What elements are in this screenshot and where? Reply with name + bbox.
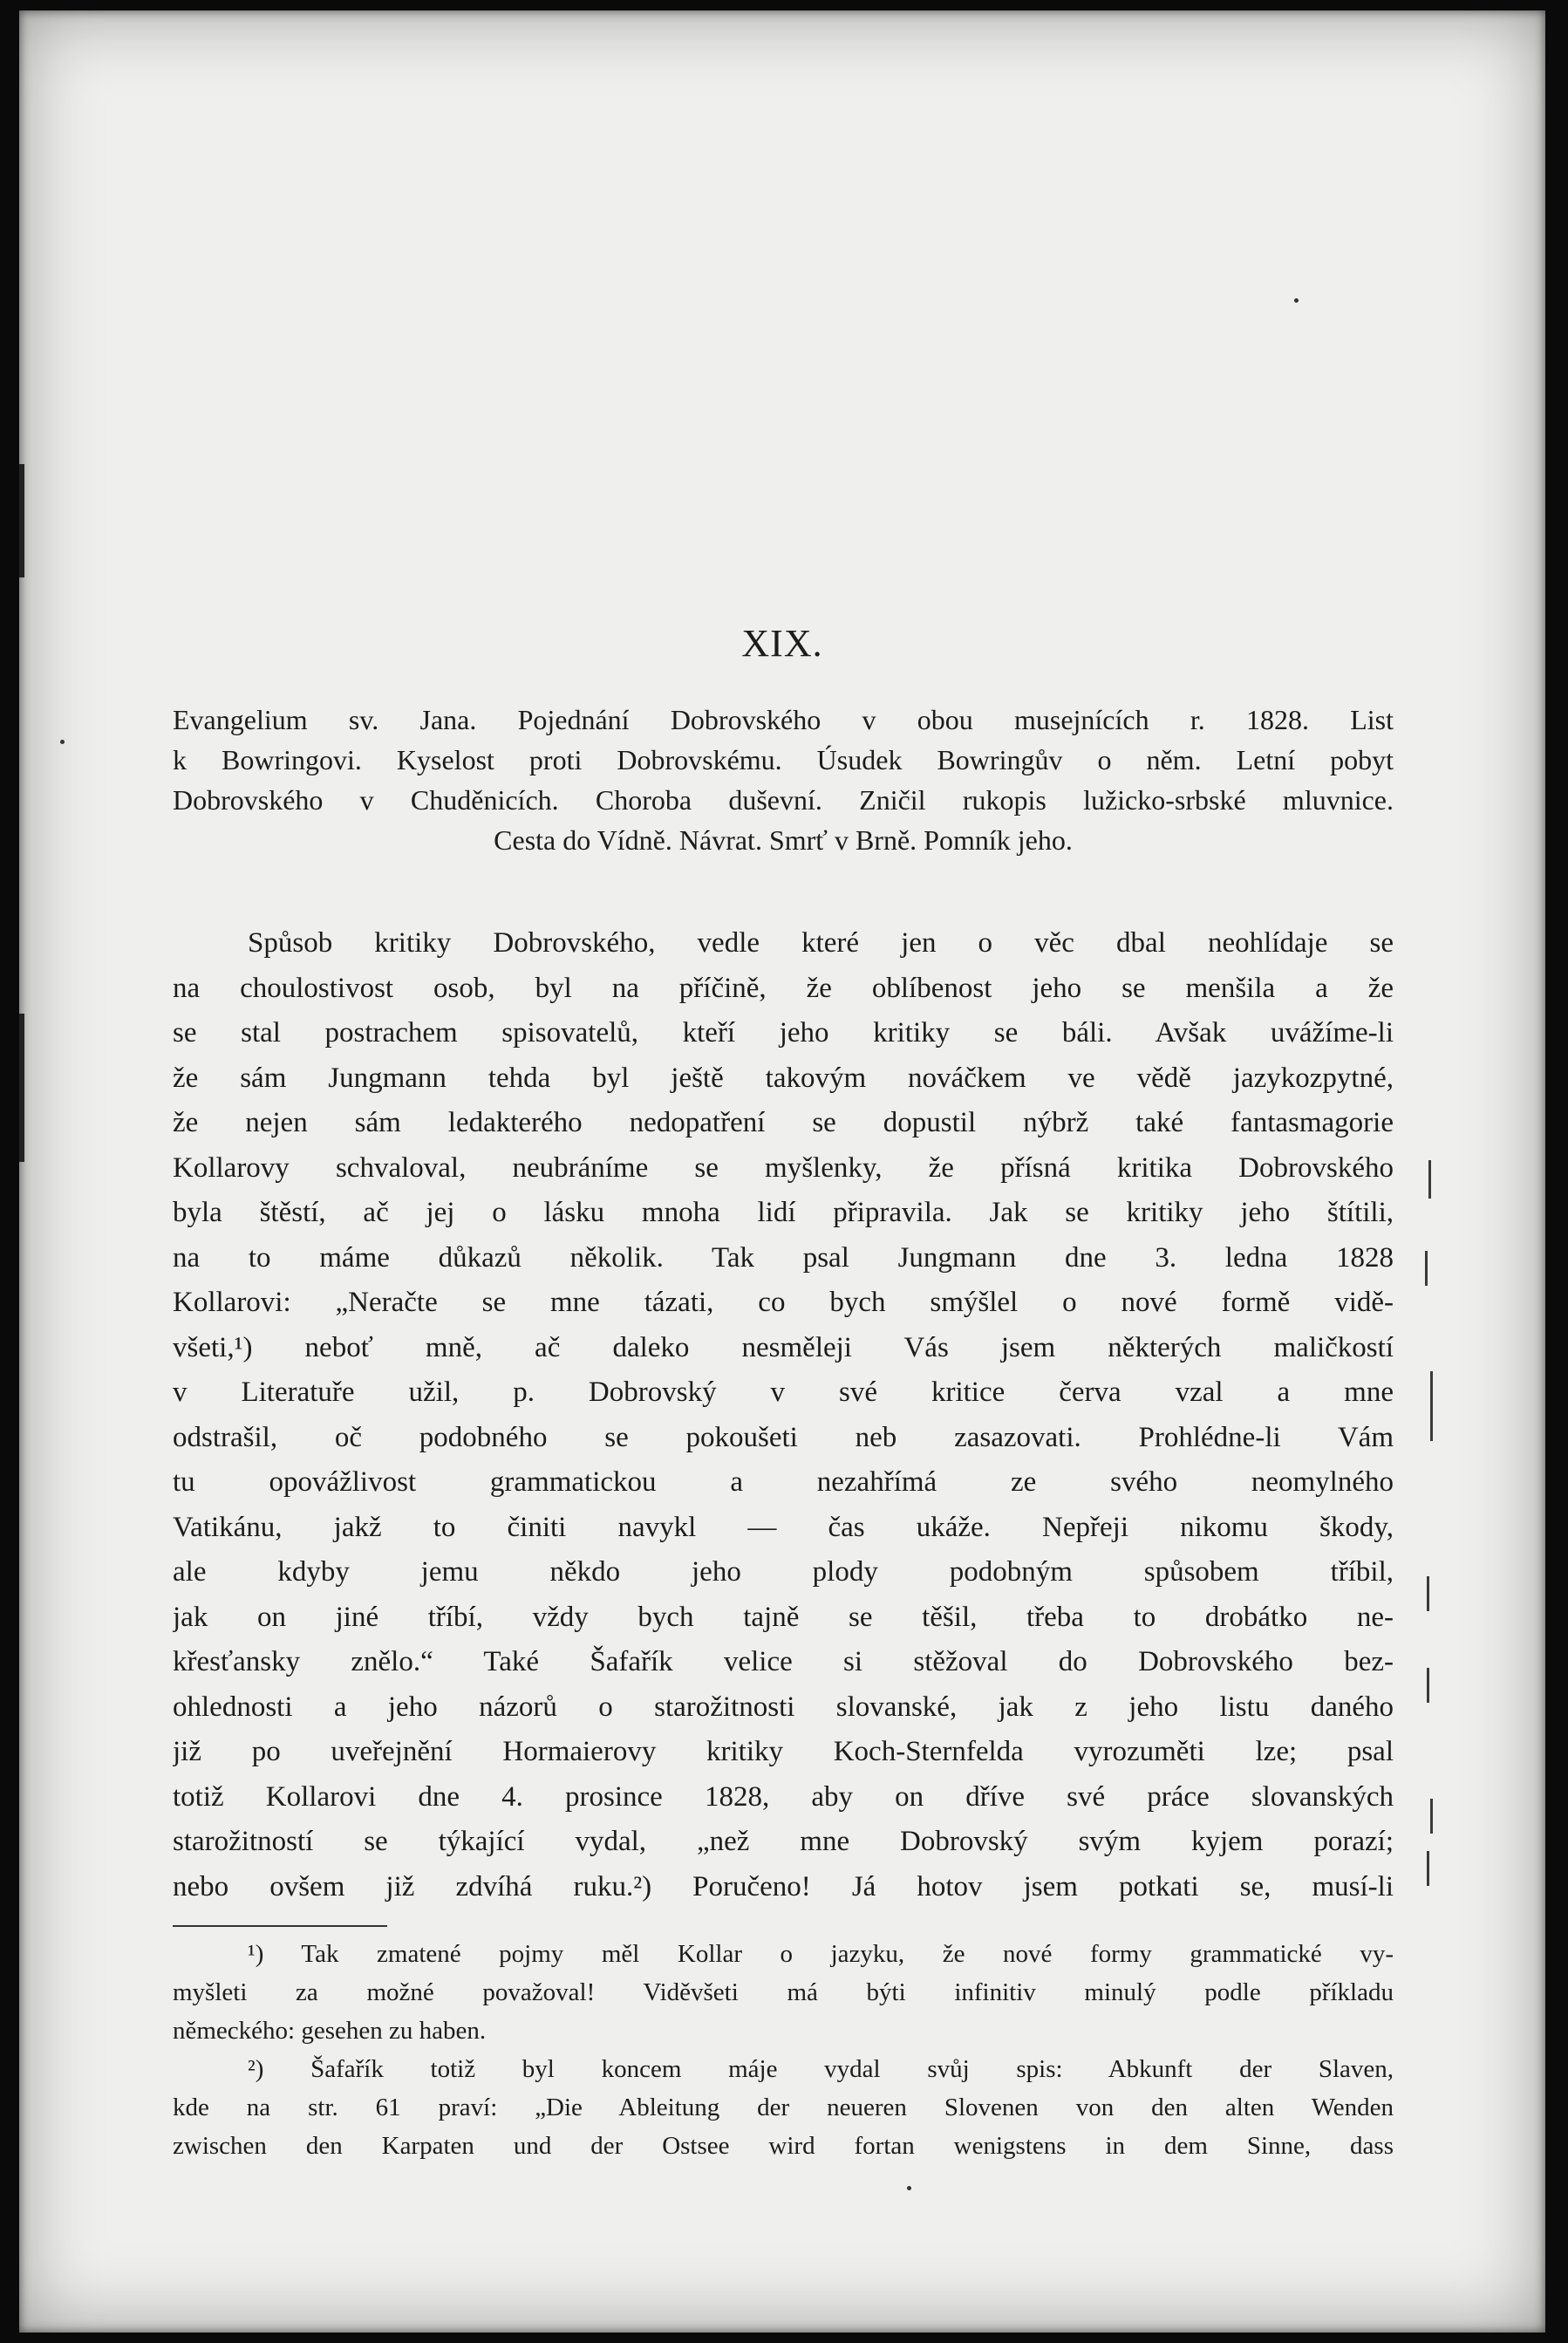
- binding-edge-mark: [19, 464, 24, 577]
- text-line: se stal postrachem spisovatelů, kteří jeho kritiky se báli. Avšak uvážíme-li: [173, 1017, 1394, 1049]
- scan-artifact: [1430, 1371, 1433, 1441]
- scan-artifact: [1428, 1160, 1431, 1199]
- scan-speck: [907, 2186, 911, 2190]
- text-line: Kollarovi: „Neračte se mne tázati, co bych smýšlel o nové formě vidě-: [173, 1287, 1394, 1318]
- text-line: na choulostivost osob, byl na příčině, že oblíbenost jeho se menšila a že: [173, 972, 1394, 1004]
- footnote-separator: [173, 1925, 387, 1927]
- text-line: že nejen sám ledakterého nedopatření se dopustil nýbrž také fantasmagorie: [173, 1107, 1394, 1138]
- text-line: Spůsob kritiky Dobrovského, vedle které jen o věc dbal neohlídaje se: [248, 927, 1394, 959]
- text-line: že sám Jungmann tehda byl ještě takovým nováčkem ve vědě jazykozpytné,: [173, 1062, 1394, 1094]
- scan-artifact: [1425, 1251, 1428, 1286]
- scan-speck: [60, 740, 65, 744]
- summary-line: Dobrovského v Chuděnicích. Choroba duševní. Zničil rukopis lužicko-srbské mluvnice.: [173, 784, 1394, 816]
- text-line: ohlednosti a jeho názorů o starožitnosti slovanské, jak z jeho listu daného: [173, 1691, 1394, 1723]
- text-line: křesťansky znělo.“ Také Šafařík velice si stěžoval do Dobrovského bez-: [173, 1646, 1394, 1677]
- text-line: totiž Kollarovi dne 4. prosince 1828, aby on dříve své práce slovanských: [173, 1780, 1394, 1813]
- binding-edge-mark: [19, 1014, 24, 1162]
- body-paragraph: [173, 921, 1394, 1909]
- chapter-heading: XIX.: [741, 622, 823, 665]
- text-line: nebo ovšem již zdvíhá ruku.²) Poručeno! Já hotov jsem potkati se, musí-li: [173, 1870, 1394, 1902]
- scan-artifact: [1430, 1799, 1433, 1834]
- text-line: Vatikánu, jakž to činiti navykl — čas ukáže. Nepřeji nikomu škody,: [173, 1511, 1394, 1543]
- text-line: všeti,¹) neboť mně, ač daleko nesměleji Vás jsem některých maličkostí: [173, 1331, 1394, 1363]
- text-line: tu opovážlivost grammatickou a nezahřímá ze svého neomylného: [173, 1466, 1394, 1498]
- text-line: odstrašil, oč podobného se pokoušeti neb zasazovati. Prohlédne-li Vám: [173, 1421, 1394, 1453]
- text-line: ale kdyby jemu někdo jeho plody podobným spůsobem tříbil,: [173, 1556, 1394, 1588]
- text-line: Kollarovy schvaloval, neubráníme se myšlenky, že přísná kritika Dobrovského: [173, 1151, 1394, 1184]
- scan-speck: [1294, 298, 1299, 303]
- footnote-line: ¹) Tak zmatené pojmy měl Kollar o jazyku, že nové formy grammatické vy-: [248, 1940, 1394, 1968]
- text-line: jak on jiné tříbí, vždy bych tajně se těšil, třeba to drobátko ne-: [173, 1601, 1394, 1633]
- footnote-line: ²) Šafařík totiž byl koncem máje vydal svůj spis: Abkunft der Slaven,: [248, 2055, 1394, 2083]
- book-page: [19, 10, 1545, 2333]
- text-line: v Literatuře užil, p. Dobrovský v své kritice červa vzal a mne: [173, 1376, 1394, 1408]
- footnote-line: zwischen den Karpaten und der Ostsee wird fortan wenigstens in dem Sinne, dass: [173, 2132, 1394, 2160]
- scan-artifact: [1427, 1851, 1429, 1886]
- scan-artifact: [1427, 1576, 1429, 1611]
- text-line: již po uveřejnění Hormaierovy kritiky Koch-Sternfelda vyrozuměti lze; psal: [173, 1736, 1394, 1767]
- text-line: na to máme důkazů několik. Tak psal Jungmann dne 3. ledna 1828: [173, 1241, 1394, 1274]
- chapter-summary: [173, 700, 1394, 860]
- text-line: starožitností se týkající vydal, „než mne Dobrovský svým kyjem porazí;: [173, 1826, 1394, 1857]
- summary-line: Cesta do Vídně. Návrat. Smrť v Brně. Pomník jeho.: [494, 824, 1073, 856]
- footnotes: [173, 1935, 1394, 2165]
- summary-line: k Bowringovi. Kyselost proti Dobrovskému. Úsudek Bowringův o něm. Letní pobyt: [173, 744, 1394, 775]
- text-line: byla štěstí, ač jej o lásku mnoha lidí připravila. Jak se kritiky jeho štítili,: [173, 1197, 1394, 1228]
- footnote-line: německého: gesehen zu haben.: [173, 2017, 487, 2045]
- summary-line: Evangelium sv. Jana. Pojednání Dobrovského v obou musejnících r. 1828. List: [173, 704, 1394, 735]
- footnote-line: myšleti za možné považoval! Viděvšeti má býti infinitiv minulý podle příkladu: [173, 1978, 1394, 2006]
- scan-artifact: [1427, 1668, 1429, 1703]
- footnote-line: kde na str. 61 praví: „Die Ableitung der neueren Slovenen von den alten Wenden: [173, 2094, 1394, 2121]
